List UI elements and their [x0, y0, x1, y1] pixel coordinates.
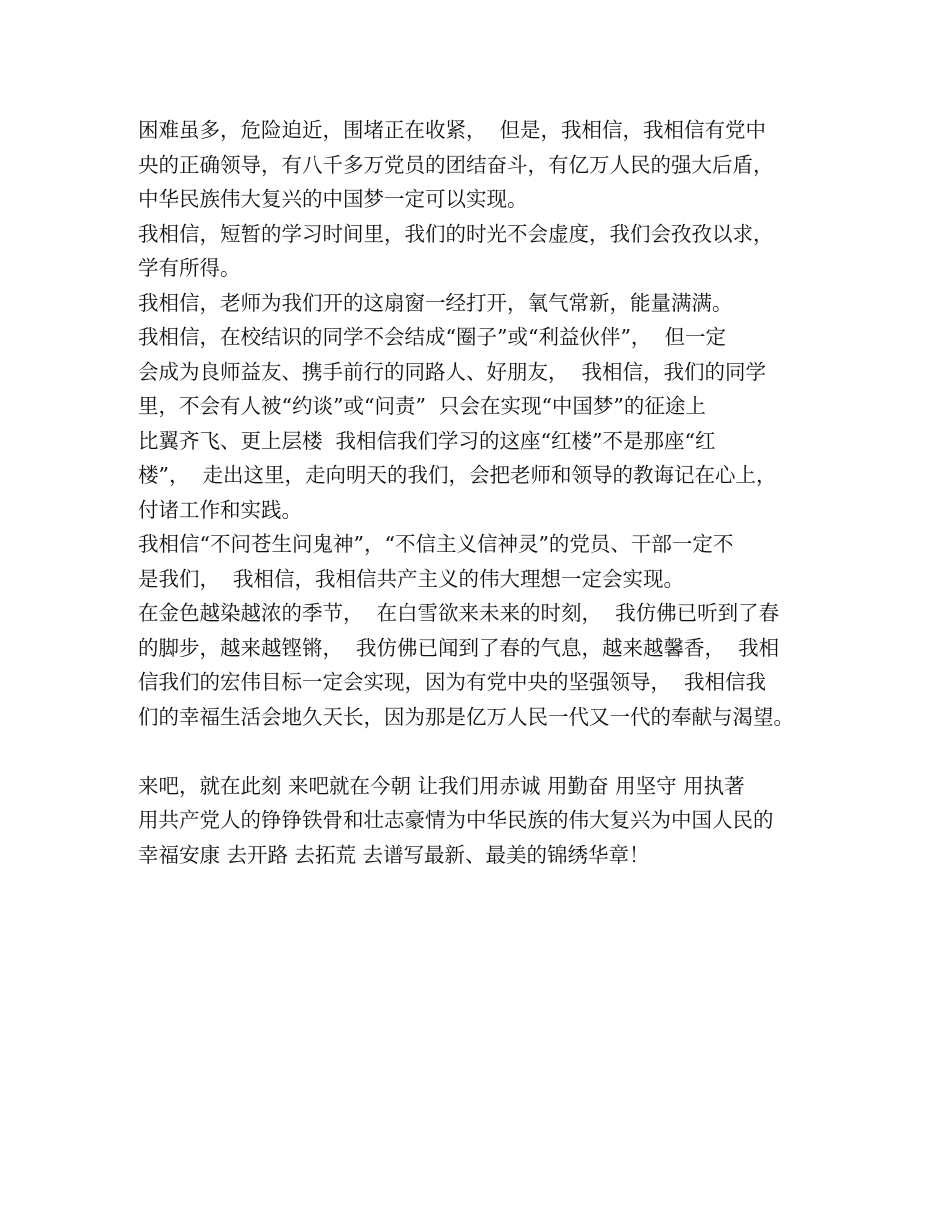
- text-line: 我相信，在校结识的同学不会结成“圈子”或“利益伙伴”， 但一定: [138, 325, 726, 349]
- paragraph-6: [138, 596, 828, 734]
- text-line: 信我们的宏伟目标一定会实现，因为有党中央的坚强领导， 我相信我: [138, 670, 767, 694]
- paragraph-7: [138, 769, 828, 873]
- text-line: 比翼齐飞、更上层楼 我相信我们学习的这座“红楼”不是那座“红: [138, 428, 716, 453]
- paragraph-1: [138, 113, 828, 217]
- text-line: 楼”， 走出这里，走向明天的我们，会把老师和领导的教诲记在心上，: [138, 463, 777, 487]
- text-line: 里，不会有人被“约谈”或“问责” 只会在实现“中国梦”的征途上: [138, 394, 706, 418]
- text-line: 学有所得。: [138, 256, 241, 280]
- text-line: 在金色越染越浓的季节， 在白雪欲来未来的时刻， 我仿佛已听到了春: [138, 601, 780, 625]
- paragraph-5: [138, 527, 828, 596]
- text-line: 困难虽多，危险迫近，围堵正在收紧， 但是，我相信，我相信有党中: [138, 118, 767, 142]
- text-line: 中华民族伟大复兴的中国梦一定可以实现。: [138, 187, 528, 211]
- blank-line: [138, 734, 828, 769]
- text-line: 们的幸福生活会地久天长，因为那是亿万人民一代又一代的奉献与渴望。: [138, 704, 794, 729]
- document-body: [138, 113, 828, 872]
- text-line: 会成为良师益友、携手前行的同路人、好朋友， 我相信，我们的同学: [138, 359, 767, 384]
- text-line: 是我们， 我相信，我相信共产主义的伟大理想一定会实现。: [138, 566, 685, 591]
- text-line: 付诸工作和实践。: [138, 497, 302, 522]
- text-line: 我相信“不问苍生问鬼神”，“不信主义信神灵”的党员、干部一定不: [138, 532, 734, 556]
- text-line: 来吧，就在此刻 来吧就在今朝 让我们用赤诚 用勤奋 用坚守 用执著: [138, 773, 745, 798]
- paragraph-4: [138, 320, 828, 527]
- text-line: 幸福安康 去开路 去拓荒 去谱写最新、最美的锦绣华章！: [138, 842, 650, 867]
- text-line: 的脚步，越来越铿锵， 我仿佛已闻到了春的气息，越来越馨香， 我相: [138, 635, 780, 660]
- text-line: 我相信，老师为我们开的这扇窗一经打开，氧气常新，能量满满。: [138, 290, 733, 315]
- text-line: 我相信，短暂的学习时间里，我们的时光不会虚度，我们会孜孜以求，: [138, 221, 774, 246]
- paragraph-3: [138, 286, 828, 321]
- text-line: 用共产党人的铮铮铁骨和壮志豪情为中华民族的伟大复兴为中国人民的: [138, 808, 774, 832]
- text-line: 央的正确领导，有八千多万党员的团结奋斗，有亿万人民的强大后盾，: [138, 152, 774, 177]
- paragraph-2: [138, 217, 828, 286]
